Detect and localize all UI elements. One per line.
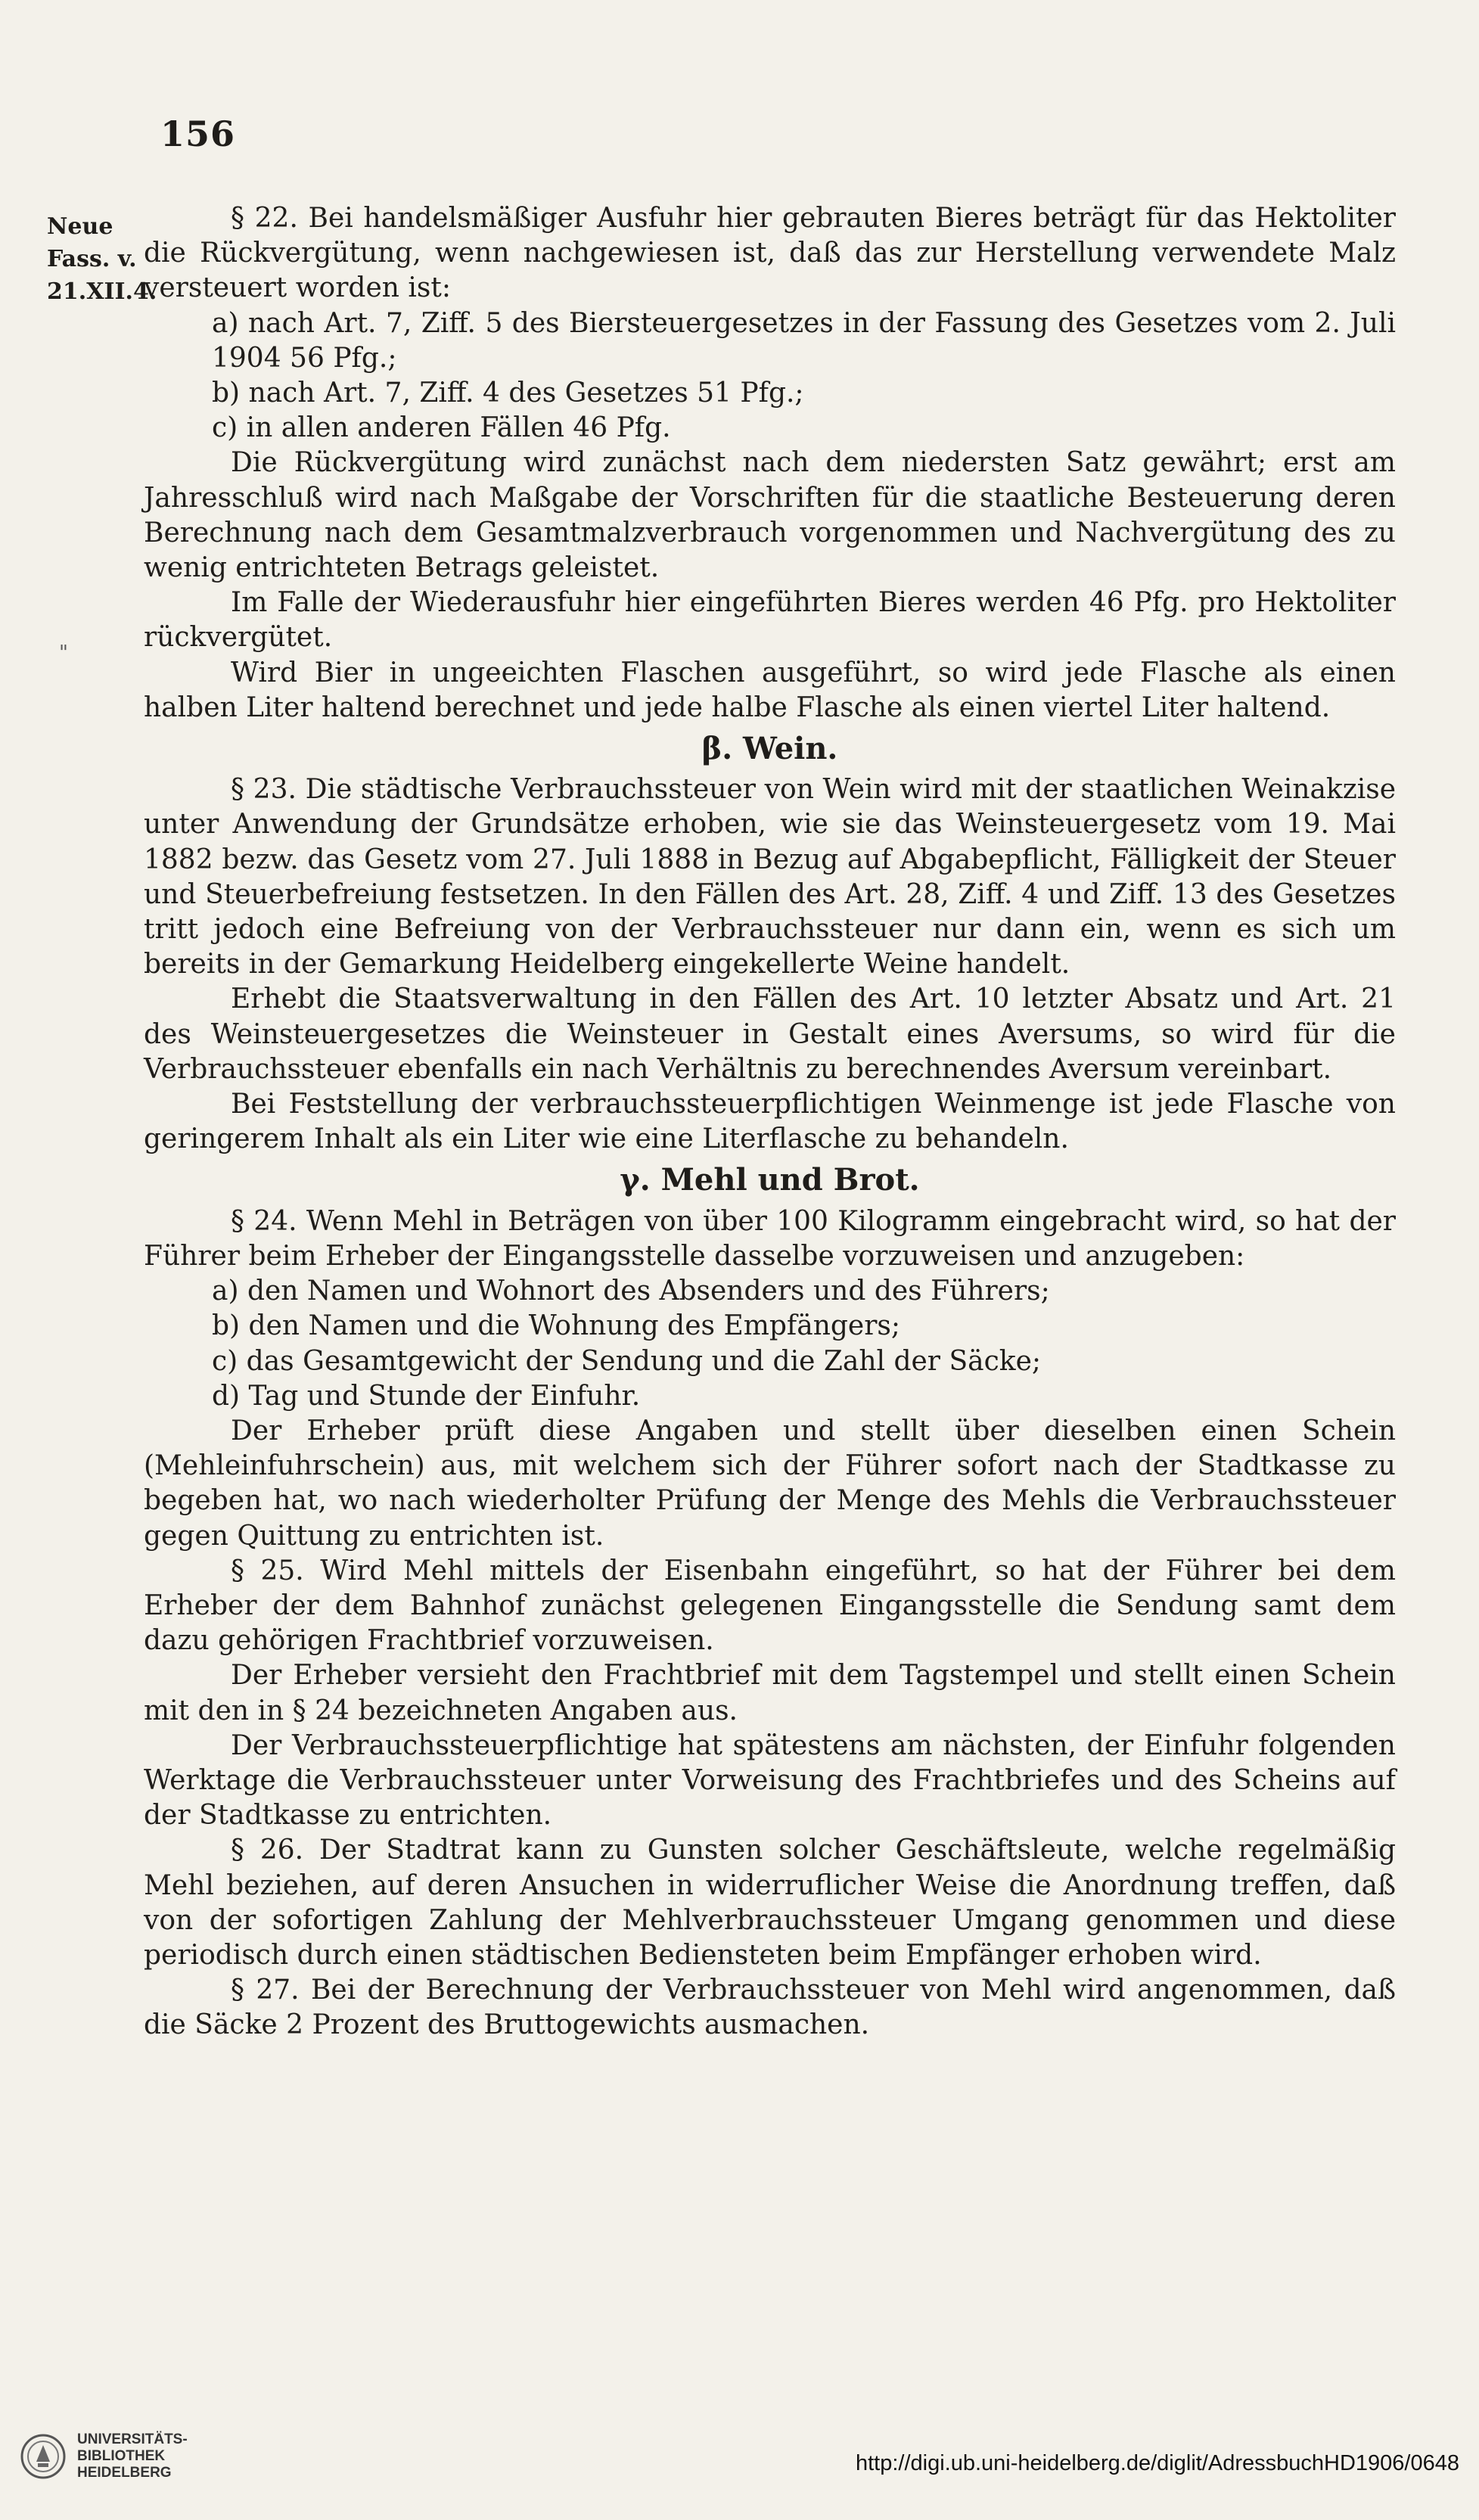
source-url[interactable]: http://digi.ub.uni-heidelberg.de/diglit/AdressbuchHD1906/0648	[855, 2451, 1459, 2475]
list-item: c) das Gesamtgewicht der Sendung und die Zahl der Säcke;	[212, 1345, 1041, 1377]
library-name-line: HEIDELBERG	[77, 2465, 172, 2481]
margin-note-line: Neue	[47, 213, 113, 240]
list-item: a) nach Art. 7, Ziff. 5 des Biersteuergesetzes in der Fassung des Gesetzes vom 2. Juli 1904 56 Pfg.;	[212, 307, 1396, 374]
list-item: d) Tag und Stunde der Einfuhr.	[212, 1380, 641, 1412]
list-item: b) den Namen und die Wohnung des Empfängers;	[212, 1310, 901, 1342]
library-logo[interactable]	[20, 2431, 188, 2481]
margin-note-line: 21.XII.4.	[47, 278, 157, 305]
margin-mark: "	[59, 642, 68, 664]
paragraph-22: § 22. Bei handelsmäßiger Ausfuhr hier gebrauten Bieres beträgt für das Hektoliter die Rückvergütung, wenn nachgewiesen ist, daß das zur Herstellung verwendete Malz versteuert worden ist:	[144, 203, 1396, 304]
paragraph: Der Erheber prüft diese Angaben und stellt über dieselben einen Schein (Mehleinfuhrschein) aus, mit welchem sich der Führer sofort nach der Stadtkasse zu begeben hat, wo nach wiederholter Prüfung der Menge des Mehls die Verbrauchssteuer gegen Quittung zu entrichten ist.	[144, 1415, 1396, 1552]
university-seal-icon	[20, 2433, 67, 2480]
page-number: 156	[160, 113, 236, 154]
paragraph: Wird Bier in ungeeichten Flaschen ausgeführt, so wird jede Flasche als einen halben Liter haltend berechnet und jede halbe Flasche als einen viertel Liter haltend.	[144, 657, 1396, 723]
paragraph: Im Falle der Wiederausfuhr hier eingeführten Bieres werden 46 Pfg. pro Hektoliter rückvergütet.	[144, 587, 1396, 654]
paragraph-24: § 24. Wenn Mehl in Beträgen von über 100 Kilogramm eingebracht wird, so hat der Führer beim Erheber der Eingangsstelle dasselbe vorzuweisen und anzugeben:	[144, 1205, 1396, 1272]
margin-note-line: Fass. v.	[47, 246, 137, 272]
paragraph-26: § 26. Der Stadtrat kann zu Gunsten solcher Geschäftsleute, welche regelmäßig Mehl beziehen, auf deren Ansuchen in widerruflicher Weise die Anordnung treffen, daß von der sofortigen Zahlung der Mehlverbrauchssteuer Umgang genommen und diese periodisch durch einen städtischen Bediensteten beim Empfänger erhoben wird.	[144, 1835, 1396, 1971]
paragraph: Bei Feststellung der verbrauchssteuerpflichtigen Weinmenge ist jede Flasche von geringerem Inhalt als ein Liter wie eine Literflasche zu behandeln.	[144, 1089, 1396, 1155]
library-name-line: UNIVERSITÄTS-	[77, 2431, 188, 2447]
paragraph: Erhebt die Staatsverwaltung in den Fällen des Art. 10 letzter Absatz und Art. 21 des Weinsteuergesetzes die Weinsteuer in Gestalt eines Aversums, so wird für die Verbrauchssteuer ebenfalls ein nach Verhältnis zu berechnendes Aversum vereinbart.	[144, 983, 1396, 1085]
paragraph-27: § 27. Bei der Berechnung der Verbrauchssteuer von Mehl wird angenommen, daß die Säcke 2 Prozent des Bruttogewichts ausmachen.	[144, 1975, 1396, 2041]
list-item: c) in allen anderen Fällen 46 Pfg.	[212, 412, 671, 444]
section-heading-wein: β. Wein.	[701, 731, 838, 767]
paragraph-23: § 23. Die städtische Verbrauchssteuer von Wein wird mit der staatlichen Weinakzise unter Anwendung der Grundsätze erhoben, wie sie das Weinsteuergesetz vom 19. Mai 1882 bezw. das Gesetz vom 27. Juli 1888 in Bezug auf Abgabepflicht, Fälligkeit der Steuer und Steuerbefreiung festsetzen. In den Fällen des Art. 28, Ziff. 4 und Ziff. 13 des Gesetzes tritt jedoch eine Befreiung von der Verbrauchssteuer nur dann ein, wenn es sich um bereits in der Gemarkung Heidelberg eingekellerte Weine handelt.	[144, 774, 1396, 980]
paragraph: Die Rückvergütung wird zunächst nach dem niedersten Satz gewährt; erst am Jahresschluß wird nach Maßgabe der Vorschriften für die staatliche Besteuerung deren Berechnung nach dem Gesamtmalzverbrauch vorgenommen und Nachvergütung des zu wenig entrichteten Betrags geleistet.	[144, 447, 1396, 584]
list-item: b) nach Art. 7, Ziff. 4 des Gesetzes 51 Pfg.;	[212, 378, 804, 409]
section-heading-mehl: γ. Mehl und Brot.	[620, 1162, 920, 1198]
paragraph-25: § 25. Wird Mehl mittels der Eisenbahn eingeführt, so hat der Führer bei dem Erheber der dem Bahnhof zunächst gelegenen Eingangsstelle die Sendung samt dem dazu gehörigen Frachtbrief vorzuweisen.	[144, 1555, 1396, 1657]
library-name	[77, 2431, 188, 2481]
body-text	[144, 201, 1396, 2043]
footer	[0, 2425, 1479, 2520]
paragraph: Der Verbrauchssteuerpflichtige hat spätestens am nächsten, der Einfuhr folgenden Werktage die Verbrauchssteuer unter Vorweisung des Frachtbriefes und des Scheins auf der Stadtkasse zu entrichten.	[144, 1729, 1396, 1832]
list-item: a) den Namen und Wohnort des Absenders und des Führers;	[212, 1276, 1050, 1307]
library-name-line: BIBLIOTHEK	[77, 2448, 166, 2464]
paragraph: Der Erheber versieht den Frachtbrief mit dem Tagstempel und stellt einen Schein mit den in § 24 bezeichneten Angaben aus.	[144, 1660, 1396, 1726]
